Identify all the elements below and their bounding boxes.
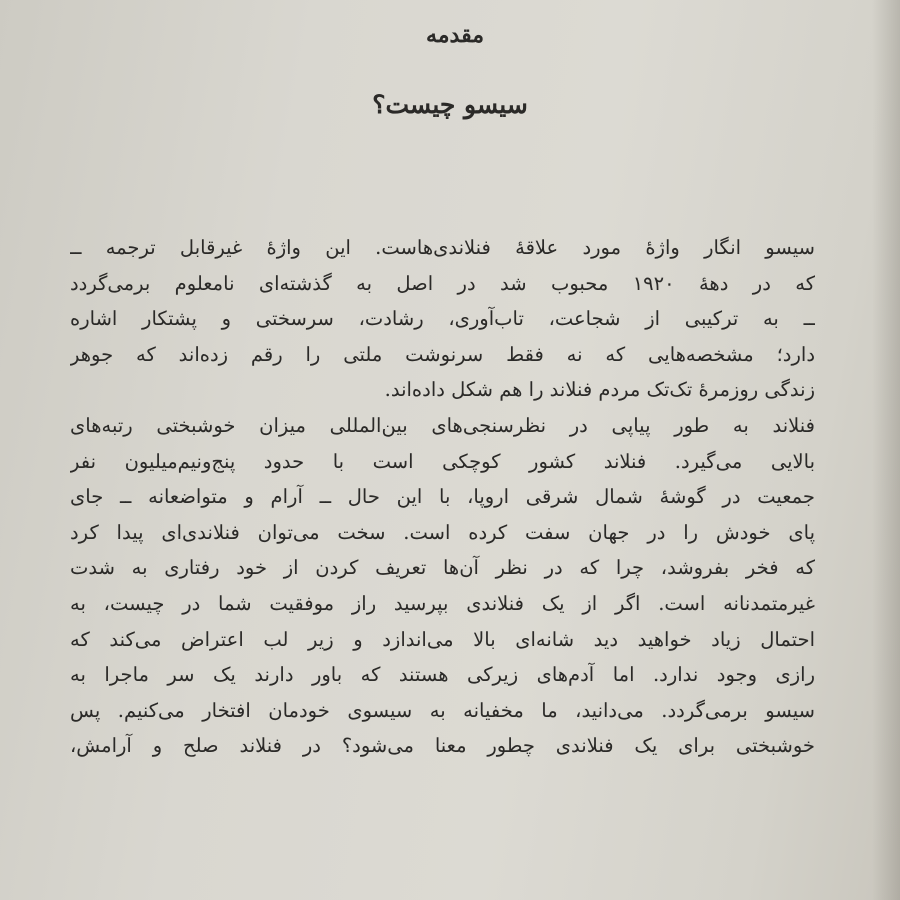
text-line: پای خودش را در جهان سفت کرده است. سخت می‌توان فنلاندی‌ای پیدا کرد — [70, 520, 815, 544]
text-line: بالایی می‌گیرد. فنلاند کشور کوچکی است با حدود پنج‌ونیم‌میلیون نفر — [70, 449, 815, 473]
text-line: که در دهۀ ۱۹۲۰ محبوب شد در اصل به گذشته‌ای نامعلوم برمی‌گردد — [70, 271, 815, 295]
chapter-title: مقدمه — [425, 22, 485, 48]
text-line: زندگی روزمرهٔ تک‌تک مردم فنلاند را هم شکل داده‌اند. — [384, 378, 815, 402]
text-line: خوشبختی برای یک فنلاندی چطور معنا می‌شود؟ در فنلاند صلح و آرامش، — [70, 734, 815, 758]
text-line: سیسو انگار واژهٔ مورد علاقهٔ فنلاندی‌هاست. این واژهٔ غیرقابل ترجمه ــ — [70, 236, 815, 259]
body-paragraphs — [70, 230, 815, 764]
text-line: احتمال زیاد خواهید دید شانه‌ای بالا می‌اندازد و زیر لب اعتراض می‌کند که — [70, 627, 815, 651]
page-edge-shadow — [872, 0, 900, 900]
text-line: که فخر بفروشد، چرا که در نظر آن‌ها تعریف کردن از خود رفتاری به شدت — [70, 556, 815, 580]
text-line: فنلاند به طور پیاپی در نظرسنجی‌های بین‌المللی میزان خوشبختی رتبه‌های — [70, 413, 815, 437]
section-title: سیسو چیست؟ — [372, 90, 528, 119]
text-line: ــ به ترکیبی از شجاعت، تاب‌آوری، رشادت، سرسختی و پشتکار اشاره — [70, 307, 815, 331]
text-line: غیرمتمدنانه است. اگر از یک فنلاندی بپرسید راز موفقیت شما در چیست، به — [70, 591, 815, 615]
text-line: دارد؛ مشخصه‌هایی که نه فقط سرنوشت ملتی را رقم زده‌اند که جوهر — [70, 342, 815, 366]
text-line: جمعیت در گوشهٔ شمال شرقی اروپا، با این حال ــ آرام و متواضعانه ــ جای — [70, 485, 815, 509]
text-line: سیسو برمی‌گردد. می‌دانید، ما مخفیانه به سیسوی خودمان افتخار می‌کنیم. پس — [70, 698, 815, 722]
text-line: رازی وجود ندارد. اما آدم‌های زیرکی هستند که باور دارند یک سر ماجرا به — [70, 663, 815, 687]
